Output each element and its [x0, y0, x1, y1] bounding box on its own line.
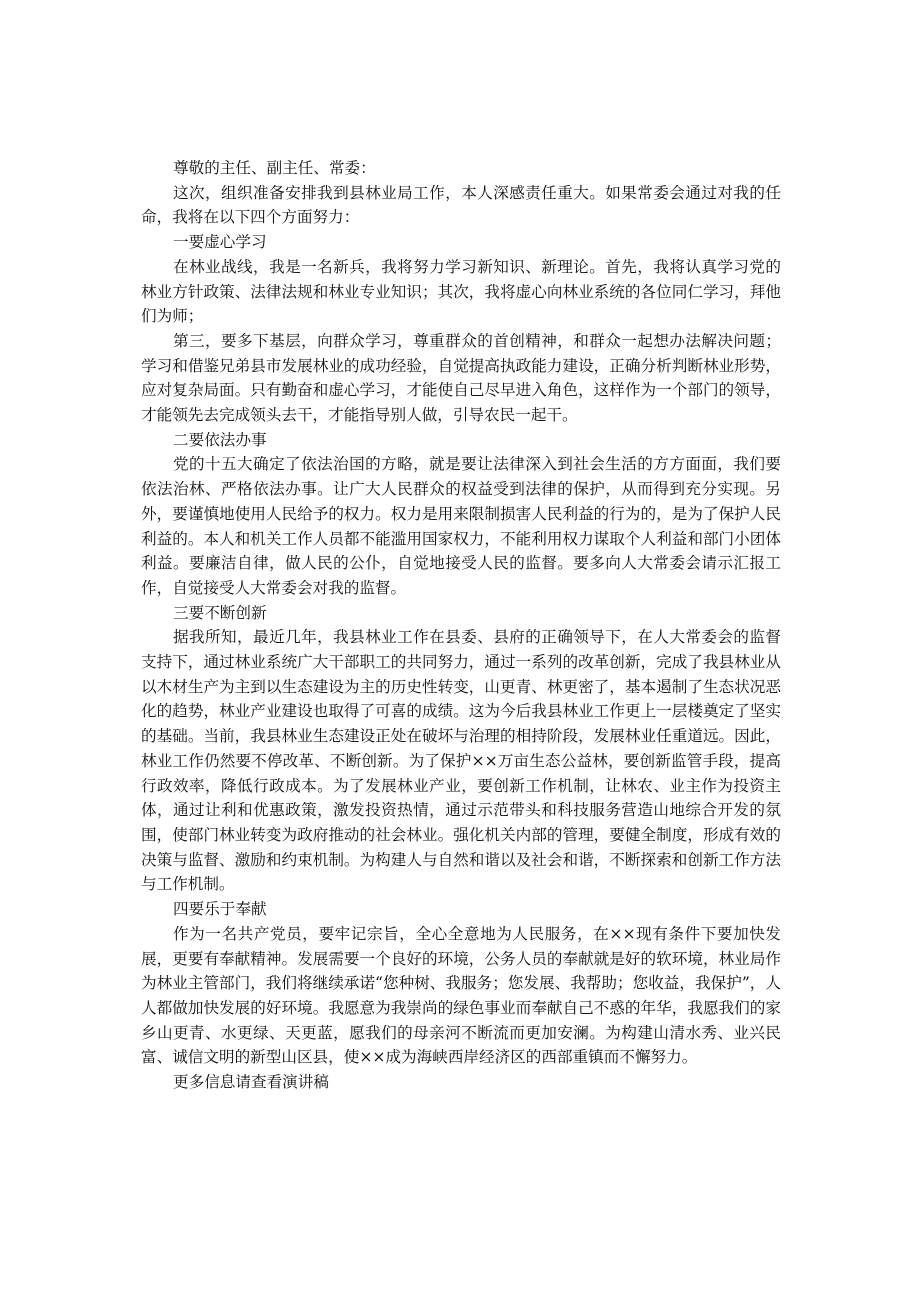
- section-heading-4: 四要乐于奉献: [173, 900, 267, 919]
- section-4-paragraph-1: 作为一名共产党员，要牢记宗旨，全心全意地为人民服务，在××现有条件下要加快发展，更要有奉献精神。发展需要一个良好的环境，公务人员的奉献就是好的软环境，林业局作为林业主管部门，我们将继续承诺“您种树、我服务；您发展、我帮助；您收益，我保护”，人人都做加快发展的好环境。我愿意为我崇尚的绿色事业而奉献自己不惑的年华，我愿我们的家乡山更青、水更绿、天更蓝，愿我们的母亲河不断流而更加安澜。为构建山清水秀、业兴民富、诚信文明的新型山区县，使××成为海峡西岸经济区的西部重镇而不懈努力。: [141, 924, 781, 1067]
- section-heading-3: 三要不断创新: [173, 603, 267, 622]
- section-3-paragraph-1: 据我所知，最近几年，我县林业工作在县委、县府的正确领导下，在人大常委会的监督支持下，通过林业系统广大干部职工的共同努力，通过一系列的改革创新，完成了我县林业从以木材生产为主到以生态建设为主的历史性转变，山更青、林更密了，基本遏制了生态状况恶化的趋势，林业产业建设也取得了可喜的成绩。这为今后我县林业工作更上一层楼奠定了坚实的基础。当前，我县林业生态建设正处在破坏与治理的相持阶段，发展林业任重道远。因此，林业工作仍然要不停改革、不断创新。为了保护××万亩生态公益林，要创新监管手段，提高行政效率，降低行政成本。为了发展林业产业，要创新工作机制，让林农、业主作为投资主体，通过让利和优惠政策，激发投资热情，通过示范带头和科技服务营造山地综合开发的氛围，使部门林业转变为政府推动的社会林业。强化机关内部的管理，要健全制度，形成有效的决策与监督、激励和约束机制。为构建人与自然和谐以及社会和谐，不断探索和创新工作方法与工作机制。: [141, 628, 781, 894]
- section-heading-2: 二要依法办事: [173, 430, 267, 449]
- salutation: 尊敬的主任、副主任、常委：: [173, 159, 376, 177]
- intro-paragraph: 这次，组织准备安排我到县林业局工作，本人深感责任重大。如果常委会通过对我的任命，我将在以下四个方面努力：: [141, 183, 781, 227]
- speech-document: [141, 156, 781, 1095]
- section-2-paragraph-1: 党的十五大确定了依法治国的方略，就是要让法律深入到社会生活的方方面面，我们要依法治林、严格依法办事。让广大人民群众的权益受到法律的保护，从而得到充分实现。另外，要谨慎地使用人民给予的权力。权力是用来限制损害人民利益的行为的，是为了保护人民利益的。本人和机关工作人员都不能滥用国家权力，不能利用权力谋取个人利益和部门小团体利益。要廉洁自律，做人民的公仆，自觉地接受人民的监督。要多向人大常委会请示汇报工作，自觉接受人大常委会对我的监督。: [141, 455, 781, 597]
- section-1-paragraph-2: 第三，要多下基层，向群众学习，尊重群众的首创精神，和群众一起想办法解决问题；学习和借鉴兄弟县市发展林业的成功经验，自觉提高执政能力建设，正确分析判断林业形势，应对复杂局面。只有勤奋和虚心学习，才能使自己尽早进入角色，这样作为一个部门的领导，才能领先去完成领头去干，才能指导别人做，引导农民一起干。: [141, 331, 781, 425]
- footer-note: 更多信息请查看演讲稿: [173, 1073, 329, 1092]
- section-heading-1: 一要虚心学习: [173, 233, 267, 252]
- section-1-paragraph-1: 在林业战线，我是一名新兵，我将努力学习新知识、新理论。首先，我将认真学习党的林业方针政策、法律法规和林业专业知识；其次，我将虚心向林业系统的各位同仁学习，拜他们为师；: [141, 257, 781, 326]
